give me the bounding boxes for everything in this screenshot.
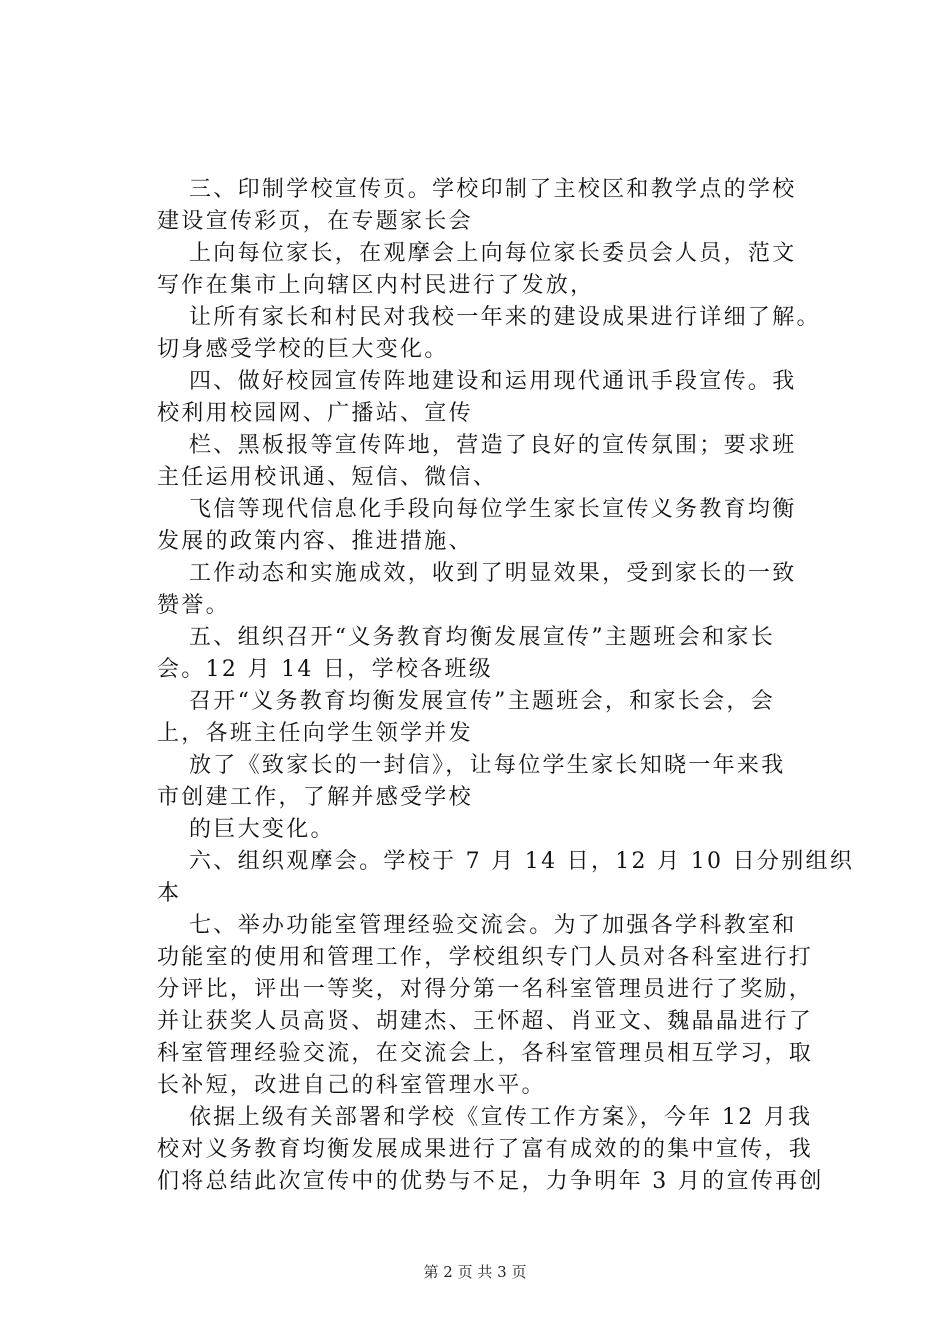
text-line: 科室管理经验交流，在交流会上，各科室管理员相互学习，取 [157, 1041, 814, 1066]
text-line: 功能室的使用和管理工作，学校组织专门人员对各科室进行打 [157, 945, 814, 970]
text-line: 六、组织观摩会。学校于 7 月 14 日，12 月 10 日分别组织 [189, 849, 855, 874]
page-footer: 第 2 页 共 3 页 [423, 1263, 527, 1281]
text-line: 校对义务教育均衡发展成果进行了富有成效的的集中宣传，我 [157, 1137, 814, 1162]
text-line: 飞信等现代信息化手段向每位学生家长宣传义务教育均衡 [189, 497, 797, 522]
text-line: 本 [157, 881, 182, 906]
text-line: 放了《致家长的一封信》，让每位学生家长知晓一年来我 [189, 753, 786, 778]
text-line: 切身感受学校的巨大变化。 [157, 337, 449, 362]
text-line: 四、做好校园宣传阵地建设和运用现代通讯手段宣传。我 [189, 369, 797, 394]
text-line: 发展的政策内容、推进措施、 [157, 529, 473, 554]
text-line: 的巨大变化。 [189, 817, 335, 842]
text-line: 写作在集市上向辖区内村民进行了发放， [157, 273, 595, 298]
text-line: 三、印制学校宣传页。学校印制了主校区和教学点的学校 [189, 177, 797, 202]
text-line: 上向每位家长，在观摩会上向每位家长委员会人员，范文 [189, 241, 797, 266]
text-line: 并让获奖人员高贤、胡建杰、王怀超、肖亚文、魏晶晶进行了 [157, 1009, 814, 1034]
text-line: 工作动态和实施成效，收到了明显效果，受到家长的一致 [189, 561, 797, 586]
text-line: 五、组织召开“义务教育均衡发展宣传”主题班会和家长 [189, 625, 775, 650]
text-line: 七、举办功能室管理经验交流会。为了加强各学科教室和 [189, 913, 797, 938]
text-line: 赞誉。 [157, 593, 230, 618]
text-line: 校利用校园网、广播站、宣传 [157, 401, 473, 426]
text-line: 召开“义务教育均衡发展宣传”主题班会，和家长会，会 [189, 689, 775, 714]
text-line: 主任运用校讯通、短信、微信、 [157, 465, 498, 490]
text-line: 市创建工作，了解并感受学校 [157, 785, 473, 810]
text-line: 让所有家长和村民对我校一年来的建设成果进行详细了解。 [189, 305, 821, 330]
document-body [157, 174, 857, 1198]
text-line: 依据上级有关部署和学校《宣传工作方案》，今年 12 月我 [189, 1105, 813, 1130]
text-line: 长补短，改进自己的科室管理水平。 [157, 1073, 546, 1098]
text-line: 分评比，评出一等奖，对得分第一名科室管理员进行了奖励， [157, 977, 814, 1002]
text-line: 栏、黑板报等宣传阵地，营造了良好的宣传氛围；要求班 [189, 433, 797, 458]
text-line: 上，各班主任向学生领学并发 [157, 721, 473, 746]
text-line: 建设宣传彩页，在专题家长会 [157, 209, 473, 234]
text-line: 会。12 月 14 日，学校各班级 [157, 657, 494, 682]
text-line: 们将总结此次宣传中的优势与不足，力争明年 3 月的宣传再创 [157, 1169, 824, 1194]
